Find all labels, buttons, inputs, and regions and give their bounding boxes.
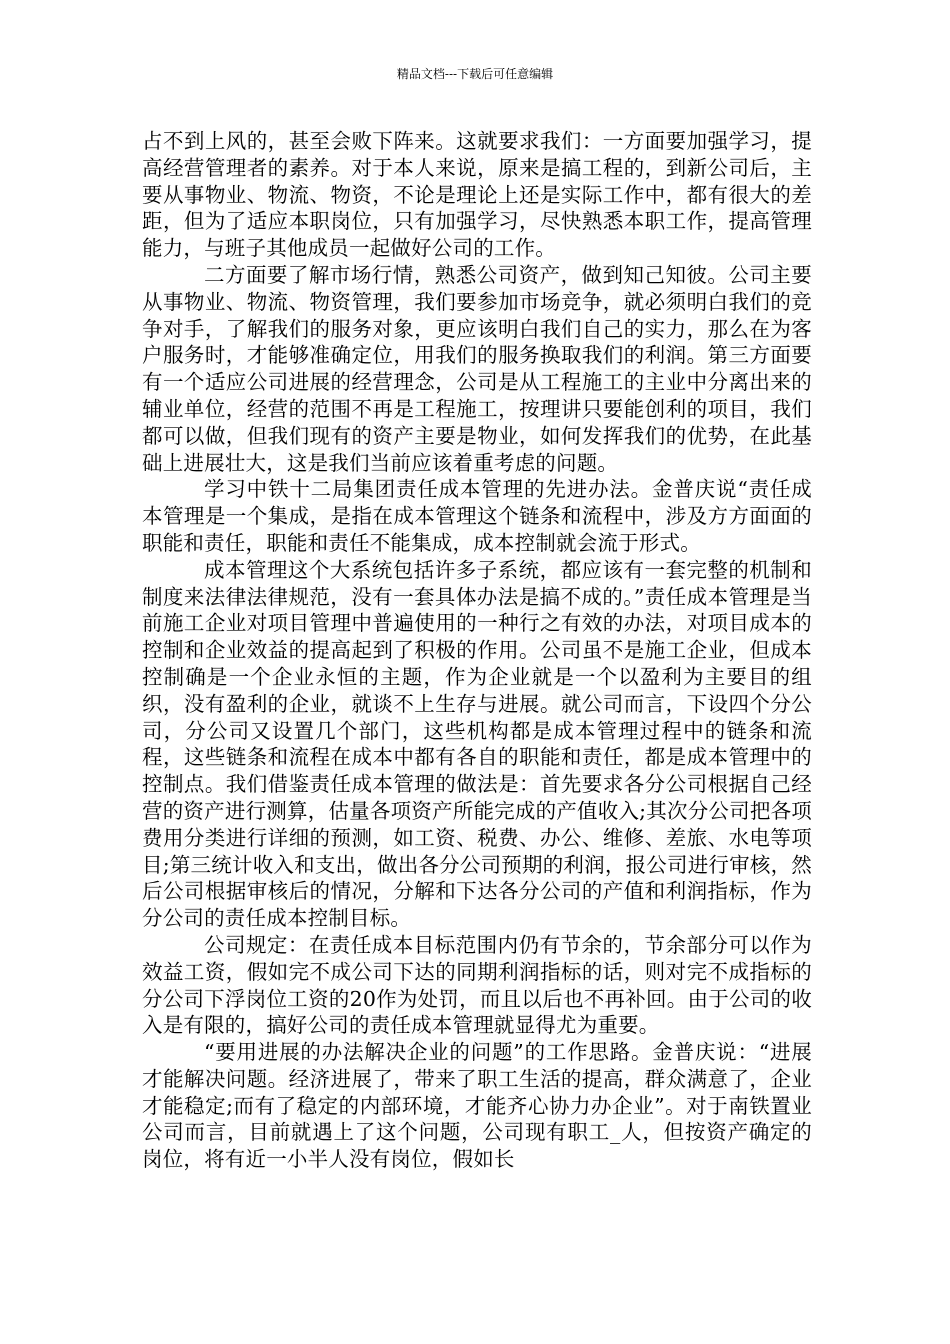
paragraph-3: 学习中铁十二局集团责任成本管理的先进办法。金普庆说“责任成本管理是一个集成，是指在成本管理这个链条和流程中，涉及方方面面的职能和责任，职能和责任不能集成，成本控制就会流于形式。 [142, 477, 812, 555]
paragraph-4: 成本管理这个大系统包括许多子系统，都应该有一套完整的机制和制度来法律法律规范，没有一套具体办法是搞不成的。”责任成本管理是当前施工企业对项目管理中普遍使用的一种行之有效的办法，对项目成本的控制和企业效益的提高起到了积极的作用。公司虽不是施工企业，但成本控制确是一个企业永恒的主题，作为企业就是一个以盈利为主要目的组织，没有盈利的企业，就谈不上生存与进展。就公司而言，下设四个分公司，分公司又设置几个部门，这些机构都是成本管理过程中的链条和流程，这些链条和流程在成本中都有各自的职能和责任，都是成本管理中的控制点。我们借鉴责任成本管理的做法是：首先要求各分公司根据自己经营的资产进行测算，估量各项资产所能完成的产值收入;其次分公司把各项费用分类进行详细的预测，如工资、税费、办公、维修、差旅、水电等项目;第三统计收入和支出，做出各分公司预期的利润，报公司进行审核，然后公司根据审核后的情况，分解和下达各分公司的产值和利润指标，作为分公司的责任成本控制目标。 [142, 557, 812, 931]
paragraph-1: 占不到上风的，甚至会败下阵来。这就要求我们：一方面要加强学习，提高经营管理者的素养。对于本人来说，原来是搞工程的，到新公司后，主要从事物业、物流、物资，不论是理论上还是实际工作中，都有很大的差距，但为了适应本职岗位，只有加强学习，尽快熟悉本职工作，提高管理能力，与班子其他成员一起做好公司的工作。 [142, 129, 812, 261]
paragraph-5: 公司规定：在责任成本目标范围内仍有节余的，节余部分可以作为效益工资，假如完不成公司下达的同期利润指标的话，则对完不成指标的分公司下浮岗位工资的20作为处罚，而且以后也不再补回。由于公司的收入是有限的，搞好公司的责任成本管理就显得尤为重要。 [142, 932, 812, 1038]
paragraph-6: “要用进展的办法解决企业的问题”的工作思路。金普庆说：“进展才能解决问题。经济进展了，带来了职工生活的提高，群众满意了，企业才能稳定;而有了稳定的内部环境，才能齐心协力办企业”。对于南铁置业公司而言，目前就遇上了这个问题，公司现有职工_人，但按资产确定的岗位，将有近一小半人没有岗位，假如长 [142, 1040, 812, 1172]
document-body [142, 128, 812, 1173]
paragraph-2: 二方面要了解市场行情，熟悉公司资产，做到知己知彼。公司主要从事物业、物流、物资管理，我们要参加市场竞争，就必须明白我们的竞争对手，了解我们的服务对象，更应该明白我们自己的实力，那么在为客户服务时，才能够准确定位，用我们的服务换取我们的利润。第三方面要有一个适应公司进展的经营理念，公司是从工程施工的主业中分离出来的辅业单位，经营的范围不再是工程施工，按理讲只要能创利的项目，我们都可以做，但我们现有的资产主要是物业，如何发挥我们的优势，在此基础上进展壮大，这是我们当前应该着重考虑的问题。 [142, 262, 812, 475]
page-header: 精品文档---下载后可任意编辑 [396, 67, 554, 81]
